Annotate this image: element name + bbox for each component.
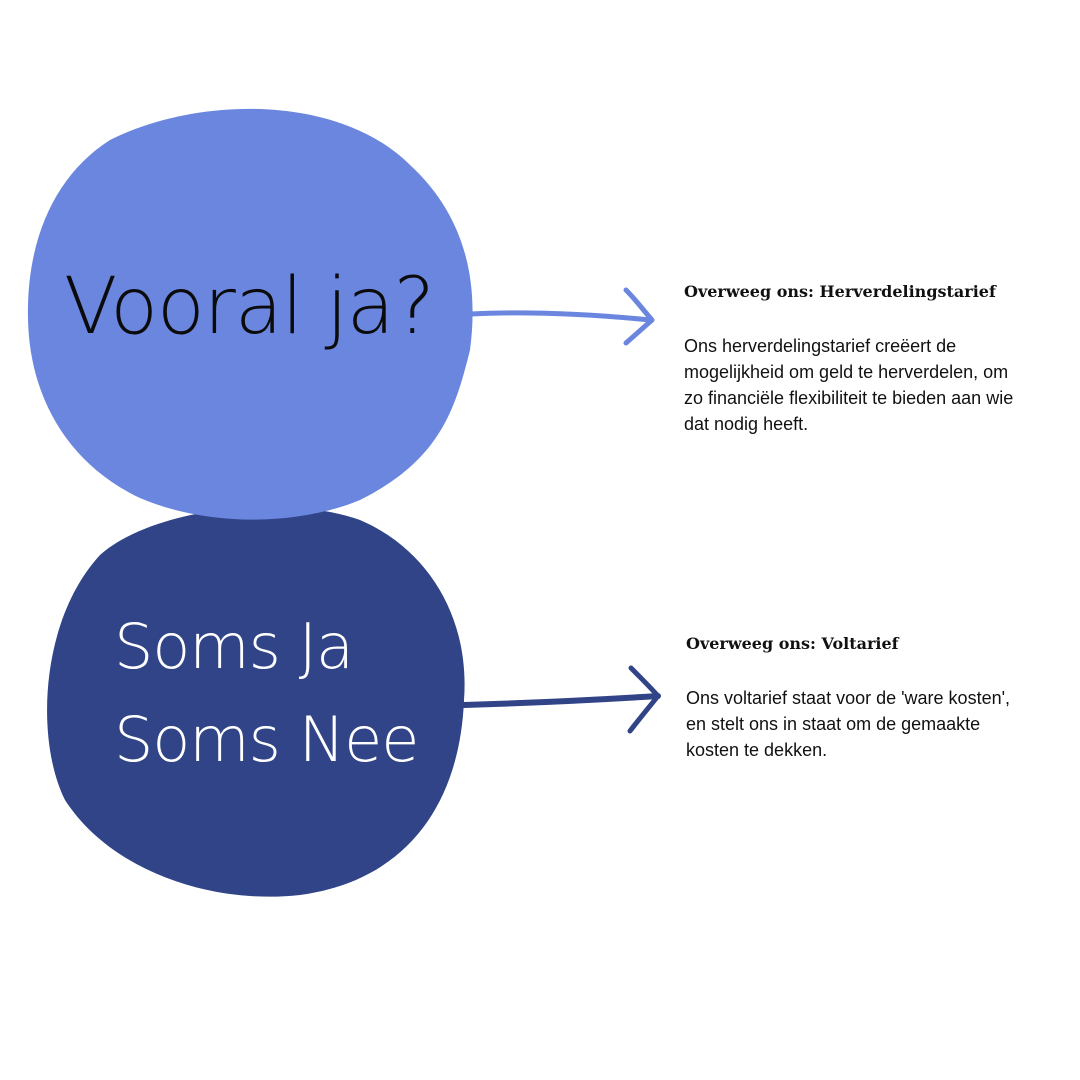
voltarief-description: Ons voltarief staat voor de 'ware kosten', en stelt ons in staat om de gemaakte kosten te dekken. bbox=[686, 688, 1011, 760]
bottom-blob-shape bbox=[47, 507, 465, 897]
bottom-blob-label-line2: Soms Nee bbox=[114, 703, 419, 776]
arrow-to-herverdelingstarief bbox=[470, 290, 652, 343]
voltarief-info bbox=[686, 634, 1056, 763]
bottom-blob-label-line1: Soms Ja bbox=[114, 610, 353, 683]
herverdelingstarief-description: Ons herverdelingstarief creëert de mogelijkheid om geld te herverdelen, om zo financiële flexibiliteit te bieden aan wie dat nodig heeft. bbox=[684, 336, 1014, 434]
arrow-to-voltarief bbox=[464, 668, 658, 731]
top-blob-label: Vooral ja? bbox=[64, 262, 434, 352]
herverdelingstarief-heading: Overweeg ons: Herverdelingstarief bbox=[684, 282, 996, 301]
herverdelingstarief-info bbox=[684, 282, 1054, 437]
voltarief-heading: Overweeg ons: Voltarief bbox=[686, 634, 899, 653]
